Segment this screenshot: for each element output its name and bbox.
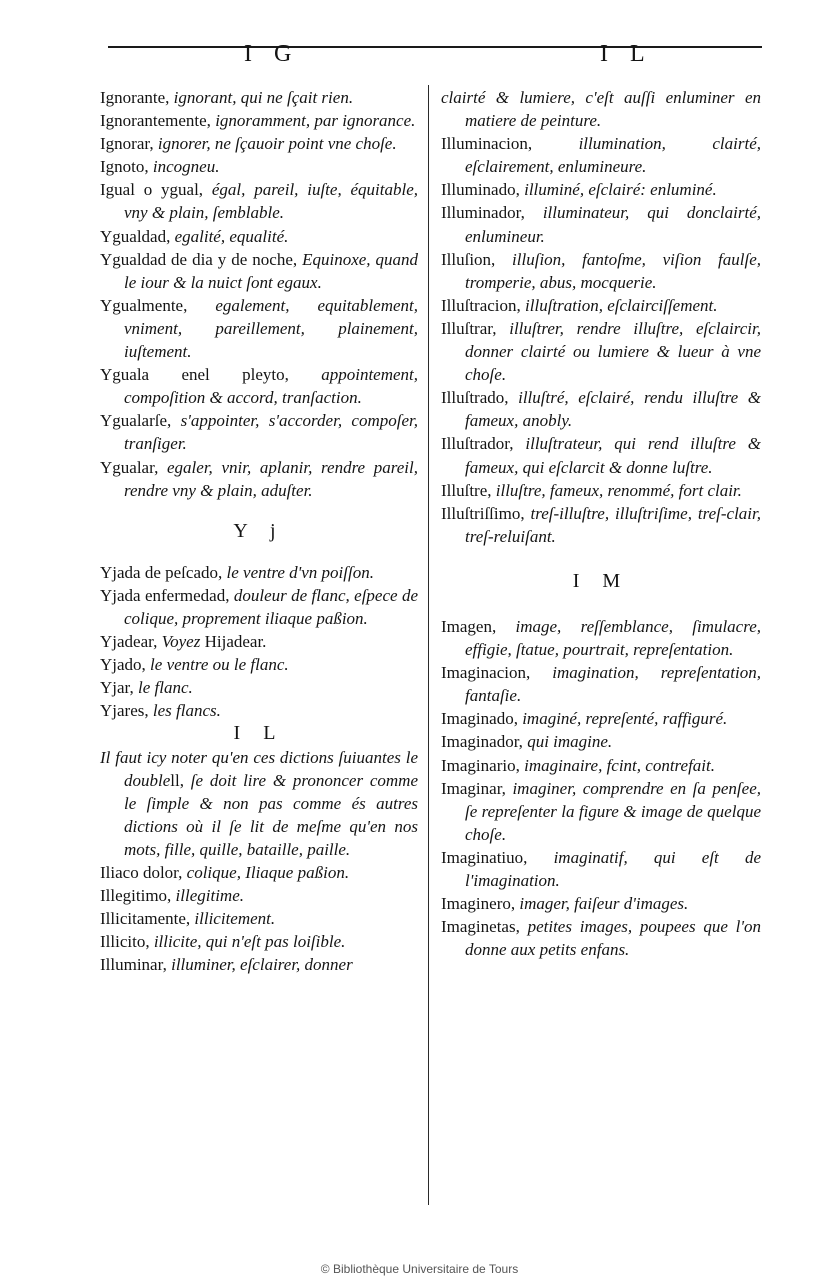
running-head-left: I G <box>244 41 300 67</box>
dictionary-entry <box>100 699 418 722</box>
entry-headword: Illuminador, <box>441 203 525 223</box>
entry-definition: illuſtrateur, qui rend illuſtre & fameux, qui eſclarcit & donne luſtre. <box>465 434 762 477</box>
dictionary-entry <box>441 915 761 961</box>
entry-definition: illuſion, fantoſme, viſion faulſe, tromperie, abus, mocquerie. <box>465 249 762 292</box>
dictionary-entry <box>100 86 418 109</box>
entry-definition: imaginé, repreſenté, raffiguré. <box>522 709 728 729</box>
dictionary-entry <box>441 846 761 892</box>
entry-cross-reference: Hijadear. <box>204 632 267 652</box>
entry-definition: illuminer, eſclairer, donner <box>171 955 353 975</box>
right-column <box>441 86 761 961</box>
dictionary-entry <box>441 132 761 178</box>
entry-definition: illuſtration, eſclairciſſement. <box>525 295 718 315</box>
entry-definition: imagination, repreſentation, fantaſie. <box>465 663 762 706</box>
dictionary-entry <box>441 730 761 753</box>
dictionary-entry <box>441 317 761 386</box>
entry-headword: Ignorante, <box>100 88 170 107</box>
dictionary-entry <box>100 653 418 676</box>
entry-headword: Yjado, <box>100 655 146 675</box>
il-entries-left <box>100 861 418 976</box>
entry-headword: Imaginacion, <box>441 663 531 683</box>
entry-definition: Voyez <box>161 632 201 652</box>
running-head-right: I L <box>600 41 653 67</box>
dictionary-entry <box>441 615 761 661</box>
dictionary-entry <box>441 386 761 432</box>
entry-definition: égal, pareil, iuſte, équitable, vny & plain, ſemblable. <box>124 180 419 223</box>
dictionary-entry <box>100 248 418 294</box>
entry-definition: douleur de flanc, eſpece de colique, proprement iliaque paßion. <box>124 585 418 628</box>
entry-headword: Imaginetas, <box>441 917 520 937</box>
entry-headword: Illuſtrar, <box>441 318 497 338</box>
section-heading-il: I L <box>233 722 285 745</box>
dictionary-entry <box>100 456 418 502</box>
entry-definition: petites images, poupees que l'on donne aux petits enfans. <box>465 917 761 960</box>
entry-definition: le ventre ou le flanc. <box>150 655 289 675</box>
dictionary-entry <box>441 661 761 707</box>
entry-headword: Imaginario, <box>441 755 520 775</box>
section-heading-im: I M <box>572 569 630 592</box>
dictionary-entry <box>441 432 761 478</box>
entry-headword: Ignorar, <box>100 134 154 154</box>
entry-headword: Imaginar, <box>441 778 506 798</box>
dictionary-entry <box>100 109 418 132</box>
entry-definition: illegitime. <box>175 886 245 906</box>
entry-headword: Imagen, <box>441 616 497 636</box>
dictionary-entry <box>441 777 761 846</box>
dictionary-entry <box>100 155 418 178</box>
entry-definition: colique, Iliaque paßion. <box>186 863 350 882</box>
dictionary-entry <box>441 707 761 730</box>
entry-definition: illuſtre, fameux, renommé, fort clair. <box>495 480 742 500</box>
entry-definition: egaler, vnir, aplanir, rendre pareil, rendre vny & plain, aduſter. <box>124 457 419 500</box>
entry-headword: Ignoto, <box>100 157 149 177</box>
dictionary-entry <box>441 754 761 777</box>
entry-definition: illumination, clairté, eſclairement, enlumineure. <box>465 134 761 177</box>
im-entries <box>441 615 761 961</box>
entry-definition: egalité, equalité. <box>174 226 289 246</box>
il-note <box>100 746 418 861</box>
entry-headword: Illuminacion, <box>441 134 533 154</box>
entry-headword: Yjada de peſcado, <box>100 562 223 582</box>
il-entries-right <box>441 132 761 548</box>
entry-definition: incogneu. <box>152 157 220 177</box>
continuation-text: clairté & lumiere, c'eſt auſſi enluminer en matiere de peinture. <box>441 88 761 131</box>
entry-headword: Illuminar, <box>100 955 167 975</box>
entry-headword: Illuſion, <box>441 249 496 269</box>
entry-headword: Yjada enfermedad, <box>100 585 230 605</box>
entry-headword: Ygualarſe, <box>100 411 172 431</box>
dictionary-entry <box>100 861 418 884</box>
entry-headword: Ignorantemente, <box>100 111 211 131</box>
entry-definition: imaginer, comprendre en ſa penſee, ſe repreſenter la figure & image de quelque choſe. <box>465 778 762 844</box>
entry-definition: les flancs. <box>152 701 221 721</box>
dictionary-entry <box>100 294 418 363</box>
continuation-entry <box>441 86 761 132</box>
dictionary-entry <box>100 584 418 630</box>
dictionary-entry <box>441 248 761 294</box>
entry-headword: Ygualdad, <box>100 226 171 246</box>
entry-headword: Igual o ygual, <box>100 180 204 200</box>
dictionary-entry <box>441 294 761 317</box>
entry-definition: egalement, equitablement, vniment, pareillement, plainement, iuſtement. <box>124 295 419 362</box>
entry-headword: Illuſtrado, <box>441 388 509 408</box>
dictionary-entry <box>100 953 418 976</box>
entry-definition: imager, faiſeur d'images. <box>519 894 689 914</box>
entry-headword: Illicito, <box>100 932 150 952</box>
entry-headword: Illuſtrador, <box>441 434 514 454</box>
dictionary-entry <box>100 630 418 653</box>
entry-definition: s'appointer, s'accorder, compoſer, tranſiger. <box>124 411 418 454</box>
entry-definition: illuſtré, eſclairé, rendu illuſtre & fameux, anobly. <box>465 388 761 431</box>
entry-definition: illuſtrer, rendre illuſtre, eſclaircir, donner clairté ou lumiere & lueur à vne choſe. <box>465 318 761 385</box>
dictionary-entry <box>441 892 761 915</box>
entry-definition: illicite, qui n'eſt pas loiſible. <box>153 932 346 952</box>
entry-headword: Illuſtriſſimo, <box>441 503 525 523</box>
dictionary-entry <box>100 178 418 224</box>
entry-definition: le ventre d'vn poiſſon. <box>226 562 374 582</box>
entry-definition: imaginatif, qui eſt de l'imagination. <box>465 847 761 890</box>
entry-headword: Imaginatiuo, <box>441 847 528 867</box>
footer-copyright: © Bibliothèque Universitaire de Tours <box>320 1262 519 1276</box>
entry-definition: illuminé, eſclairé: enluminé. <box>524 180 717 200</box>
dictionary-entry <box>100 561 418 584</box>
dictionary-entry <box>100 930 418 953</box>
section-heading-yj: Y j <box>233 519 285 542</box>
entry-headword: Illuſtre, <box>441 480 492 500</box>
entry-definition: Equinoxe, quand le iour & la nuict ſont egaux. <box>124 249 419 292</box>
entry-headword: Imaginador, <box>441 732 523 752</box>
entry-definition: imaginaire, fcint, contrefait. <box>524 755 716 775</box>
entry-headword: Ygualmente, <box>100 295 188 315</box>
entry-definition: ignorer, ne ſçauoir point vne choſe. <box>157 134 397 154</box>
entry-headword: Illicitamente, <box>100 909 191 929</box>
dictionary-entry <box>100 225 418 248</box>
il-note-ll: ll, <box>170 770 184 790</box>
dictionary-entry <box>100 132 418 155</box>
ig-entries <box>100 86 418 502</box>
dictionary-entry <box>100 363 418 409</box>
column-divider <box>428 85 429 1205</box>
entry-definition: illicitement. <box>194 909 276 929</box>
entry-headword: Yjares, <box>100 701 149 721</box>
entry-definition: illuminateur, qui donclairté, enlumineur. <box>465 203 761 246</box>
dictionary-entry <box>100 884 418 907</box>
dictionary-entry <box>100 676 418 699</box>
entry-headword: Yjar, <box>100 678 134 698</box>
dictionary-entry <box>100 907 418 930</box>
dictionary-entry <box>441 502 761 548</box>
entry-definition: qui imagine. <box>527 732 613 752</box>
entry-headword: Imaginado, <box>441 709 518 729</box>
entry-definition: appointement, compoſition & accord, tranſaction. <box>124 365 419 408</box>
entry-headword: Ygualar, <box>100 457 159 477</box>
entry-headword: Illuminado, <box>441 180 520 200</box>
entry-headword: Yjadear, <box>100 632 158 652</box>
entry-definition: ignoramment, par ignorance. <box>215 111 416 131</box>
entry-headword: Yguala enel pleyto, <box>100 365 289 385</box>
yj-entries <box>100 561 418 723</box>
il-note-after: ſe doit lire & prononcer comme le ſimple & non pas comme és autres dictions où il ſe lit de meſme qu'en nos mots, fille, quille, bataille, paille. <box>124 770 418 859</box>
entry-definition: image, reſſemblance, ſimulacre, effigie, ſtatue, pourtrait, repreſentation. <box>465 616 761 660</box>
entry-definition: treſ-illuſtre, illuſtriſime, treſ-clair, treſ-reluiſant. <box>465 503 762 546</box>
entry-headword: Imaginero, <box>441 894 516 914</box>
entry-headword: Illuſtracion, <box>441 295 521 315</box>
dictionary-entry <box>441 479 761 502</box>
dictionary-entry <box>441 201 761 247</box>
entry-definition: ignorant, qui ne ſçait rien. <box>173 88 354 107</box>
il-note-before: Il faut icy noter qu'en ces dictions ſuiuantes le double <box>100 747 418 790</box>
entry-headword: Iliaco dolor, <box>100 863 183 882</box>
entry-definition: le flanc. <box>138 678 193 698</box>
left-column <box>100 86 418 976</box>
entry-headword: Ygualdad de dia y de noche, <box>100 249 298 269</box>
dictionary-entry <box>441 178 761 201</box>
header-rule <box>108 46 762 48</box>
dictionary-entry <box>100 409 418 455</box>
entry-headword: Illegitimo, <box>100 886 172 906</box>
